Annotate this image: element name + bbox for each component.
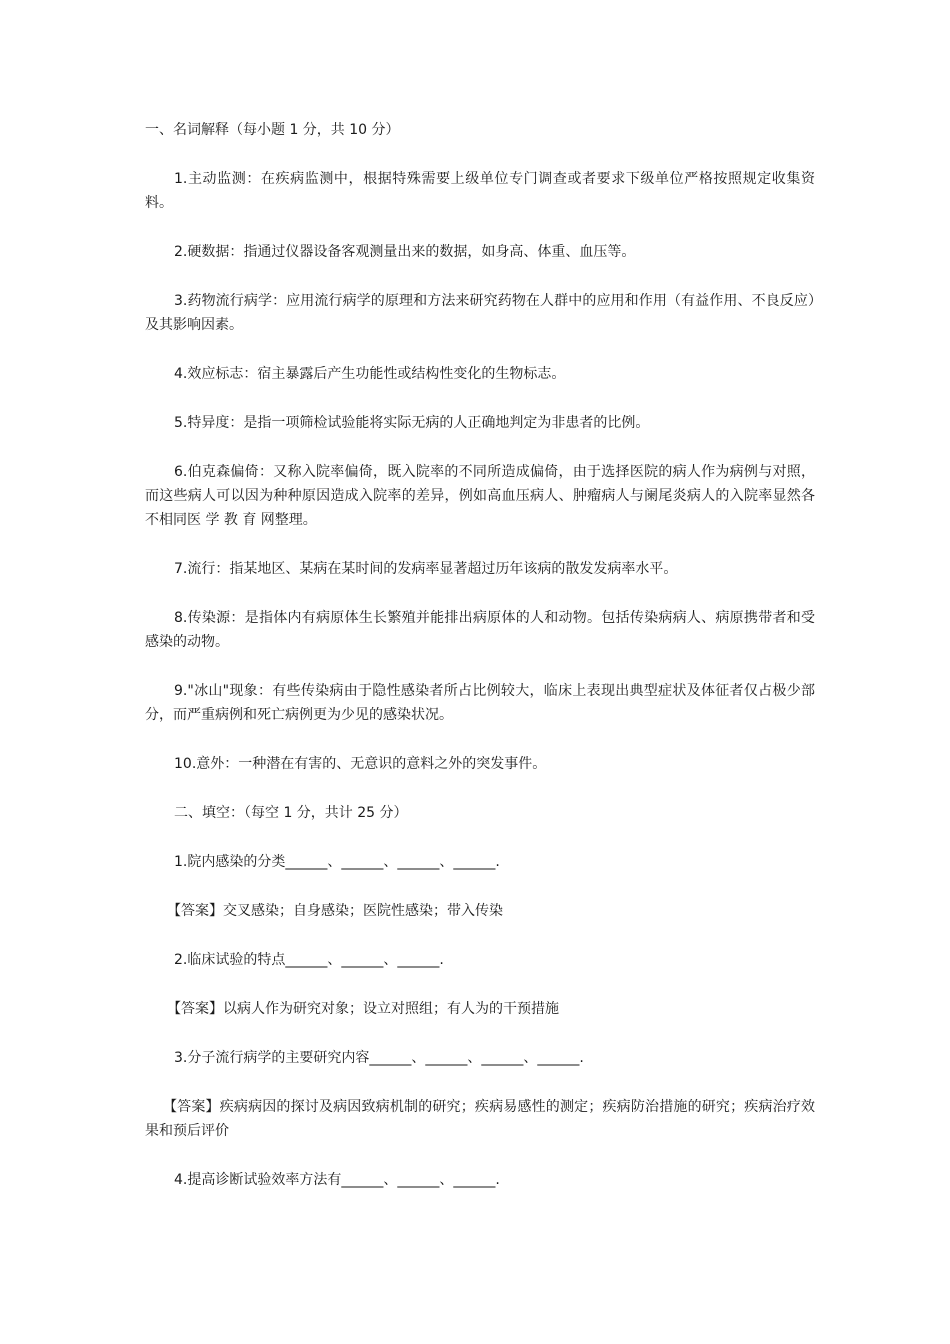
term-item-1: 1.主动监测：在疾病监测中，根据特殊需要上级单位专门调查或者要求下级单位严格按照规定收集资料。 [145,171,815,211]
term-item-4: 4.效应标志：宿主暴露后产生功能性或结构性变化的生物标志。 [174,366,566,382]
term-item-2: 2.硬数据：指通过仪器设备客观测量出来的数据，如身高、体重、血压等。 [174,244,636,260]
fill-question-2: 2.临床试验的特点______、______、______. [174,952,444,968]
fill-question-1: 1.院内感染的分类______、______、______、______. [174,854,500,870]
fill-answer-1: 【答案】交叉感染；自身感染；医院性感染；带入传染 [167,903,503,919]
term-item-8: 8.传染源：是指体内有病原体生长繁殖并能排出病原体的人和动物。包括传染病病人、病原携带者和受感染的动物。 [145,610,815,650]
term-item-3: 3.药物流行病学：应用流行病学的原理和方法来研究药物在人群中的应用和作用（有益作用、不良反应）及其影响因素。 [145,293,815,333]
section1-heading: 一、名词解释（每小题 1 分，共 10 分） [145,122,400,138]
fill-question-4: 4.提高诊断试验效率方法有______、______、______. [174,1172,500,1188]
term-item-10: 10.意外：一种潜在有害的、无意识的意料之外的突发事件。 [174,756,547,772]
fill-answer-3: 【答案】疾病病因的探讨及病因致病机制的研究；疾病易感性的测定；疾病防治措施的研究；疾病治疗效果和预后评价 [145,1099,815,1139]
term-item-6: 6.伯克森偏倚：又称入院率偏倚，既入院率的不同所造成偏倚，由于选择医院的病人作为病例与对照，而这些病人可以因为种种原因造成入院率的差异，例如高血压病人、肿瘤病人与阑尾炎病人的入院率显然各不相同医 学 教 育 网整理。 [145,464,815,528]
document-page [145,118,815,1217]
term-item-5: 5.特异度：是指一项筛检试验能将实际无病的人正确地判定为非患者的比例。 [174,415,650,431]
fill-answer-2: 【答案】以病人作为研究对象；设立对照组；有人为的干预措施 [167,1001,559,1017]
term-item-9: 9."冰山"现象：有些传染病由于隐性感染者所占比例较大，临床上表现出典型症状及体征者仅占极少部分，而严重病例和死亡病例更为少见的感染状况。 [145,683,815,723]
section2-heading: 二、填空：（每空 1 分，共计 25 分） [174,805,408,821]
fill-question-3: 3.分子流行病学的主要研究内容______、______、______、______. [174,1050,584,1066]
term-item-7: 7.流行：指某地区、某病在某时间的发病率显著超过历年该病的散发发病率水平。 [174,561,678,577]
